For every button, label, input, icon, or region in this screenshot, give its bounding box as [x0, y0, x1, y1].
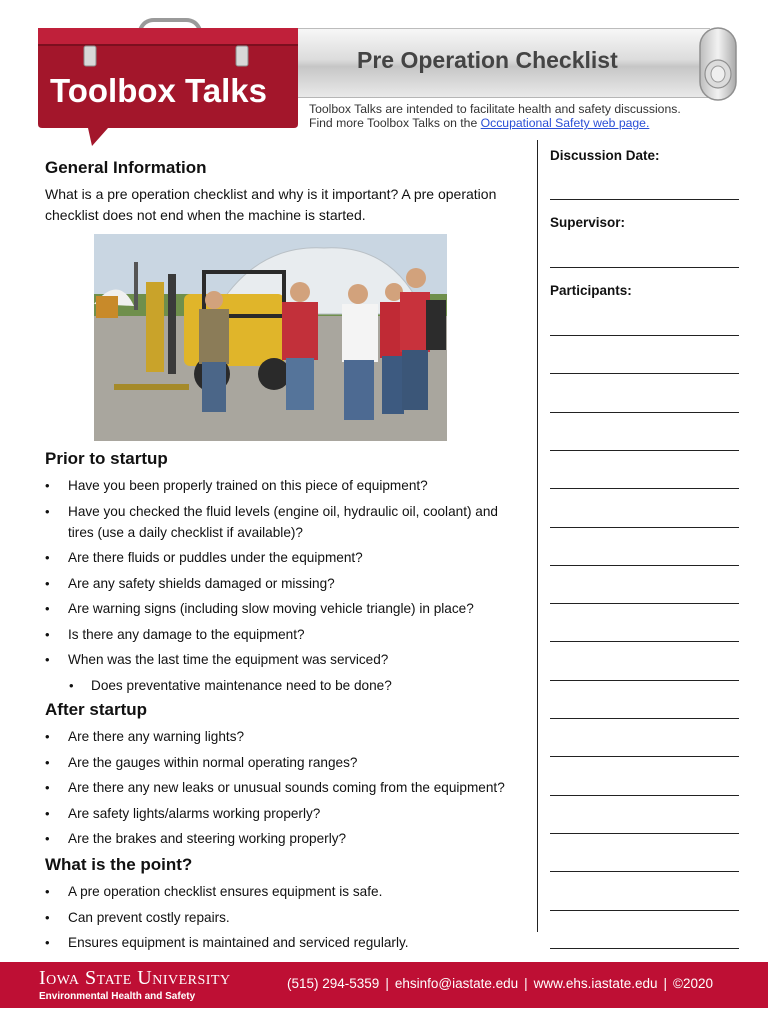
after-startup-heading: After startup: [45, 700, 148, 719]
list-item: • Are the gauges within normal operating ranges?: [45, 752, 525, 773]
list-item: • Are there any warning lights?: [45, 726, 525, 747]
what-is-the-point-section: [45, 855, 525, 958]
list-item: • Are there fluids or puddles under the equipment?: [45, 547, 525, 568]
discussion-date-line[interactable]: [550, 199, 739, 200]
list-item: • A pre operation checklist ensures equipment is safe.: [45, 881, 525, 902]
column-divider: [537, 140, 538, 932]
participant-line[interactable]: [550, 641, 739, 642]
footer-copyright: ©2020: [673, 976, 713, 991]
participant-line[interactable]: [550, 603, 739, 604]
participant-line[interactable]: [550, 680, 739, 681]
participant-line[interactable]: [550, 527, 739, 528]
supervisor-line[interactable]: [550, 267, 739, 268]
footer-phone: (515) 294-5359: [287, 976, 380, 991]
participant-line[interactable]: [550, 335, 739, 336]
list-item: • Are warning signs (including slow moving vehicle triangle) in place?: [45, 598, 525, 619]
participants-label: Participants:: [550, 283, 632, 298]
header-note-prefix: Find more Toolbox Talks on the: [309, 116, 481, 130]
list-item: • Are there any new leaks or unusual sounds coming from the equipment?: [45, 777, 525, 798]
list-item: • Can prevent costly repairs.: [45, 907, 525, 928]
general-information-section: [45, 158, 525, 226]
forklift-training-photo: [94, 234, 447, 441]
participant-line[interactable]: [550, 373, 739, 374]
page-title: Pre Operation Checklist: [357, 47, 618, 73]
university-name: Iowa State University: [39, 967, 231, 989]
footer-website[interactable]: www.ehs.iastate.edu: [533, 976, 658, 991]
participant-line[interactable]: [550, 488, 739, 489]
list-item: • Have you checked the fluid levels (engine oil, hydraulic oil, coolant) and tires (use a daily checklist if available)?: [45, 501, 525, 543]
prior-to-startup-section: [45, 449, 525, 700]
footer-contact: [287, 976, 713, 991]
toolbox-logo: [36, 16, 300, 146]
prior-to-startup-list: [45, 475, 525, 696]
department-name: Environmental Health and Safety: [39, 991, 196, 1002]
header-note: [309, 102, 681, 130]
general-information-intro: What is a pre operation checklist and why is it important? A pre operation checklist does not end when the machine is started.: [45, 186, 497, 223]
list-item: • When was the last time the equipment was serviced?: [45, 649, 525, 670]
participant-line[interactable]: [550, 756, 739, 757]
logo-text: Toolbox Talks: [50, 72, 267, 109]
prior-to-startup-heading: Prior to startup: [45, 449, 168, 468]
list-item: • Are the brakes and steering working properly?: [45, 828, 525, 849]
footer-separator: |: [385, 976, 389, 991]
occupational-safety-link[interactable]: Occupational Safety web page.: [480, 116, 650, 130]
footer-separator: |: [524, 976, 528, 991]
list-item: • Are safety lights/alarms working properly?: [45, 803, 525, 824]
participant-line[interactable]: [550, 833, 739, 834]
sub-list-item: • Does preventative maintenance need to be done?: [45, 675, 525, 696]
what-is-the-point-heading: What is the point?: [45, 855, 193, 874]
participant-line[interactable]: [550, 450, 739, 451]
footer-email[interactable]: ehsinfo@iastate.edu: [394, 976, 519, 991]
participant-line[interactable]: [550, 910, 739, 911]
list-item: • Is there any damage to the equipment?: [45, 624, 525, 645]
footer-separator: |: [663, 976, 667, 991]
participant-line[interactable]: [550, 871, 739, 872]
after-startup-section: [45, 700, 525, 854]
participant-line[interactable]: [550, 412, 739, 413]
list-item: • Have you been properly trained on this piece of equipment?: [45, 475, 525, 496]
header-note-line2: [309, 116, 681, 130]
list-item: • Ensures equipment is maintained and serviced regularly.: [45, 932, 525, 953]
participant-line[interactable]: [550, 948, 739, 949]
participant-line[interactable]: [550, 718, 739, 719]
scroll-curl-graphic: [696, 24, 740, 104]
general-information-heading: General Information: [45, 158, 207, 177]
discussion-date-label: Discussion Date:: [550, 148, 660, 163]
supervisor-label: Supervisor:: [550, 215, 626, 230]
after-startup-list: [45, 726, 525, 849]
participant-line[interactable]: [550, 565, 739, 566]
list-item: • Are any safety shields damaged or missing?: [45, 573, 525, 594]
header-note-line1: Toolbox Talks are intended to facilitate health and safety discussions.: [309, 102, 681, 116]
participant-line[interactable]: [550, 795, 739, 796]
what-is-the-point-list: [45, 881, 525, 953]
